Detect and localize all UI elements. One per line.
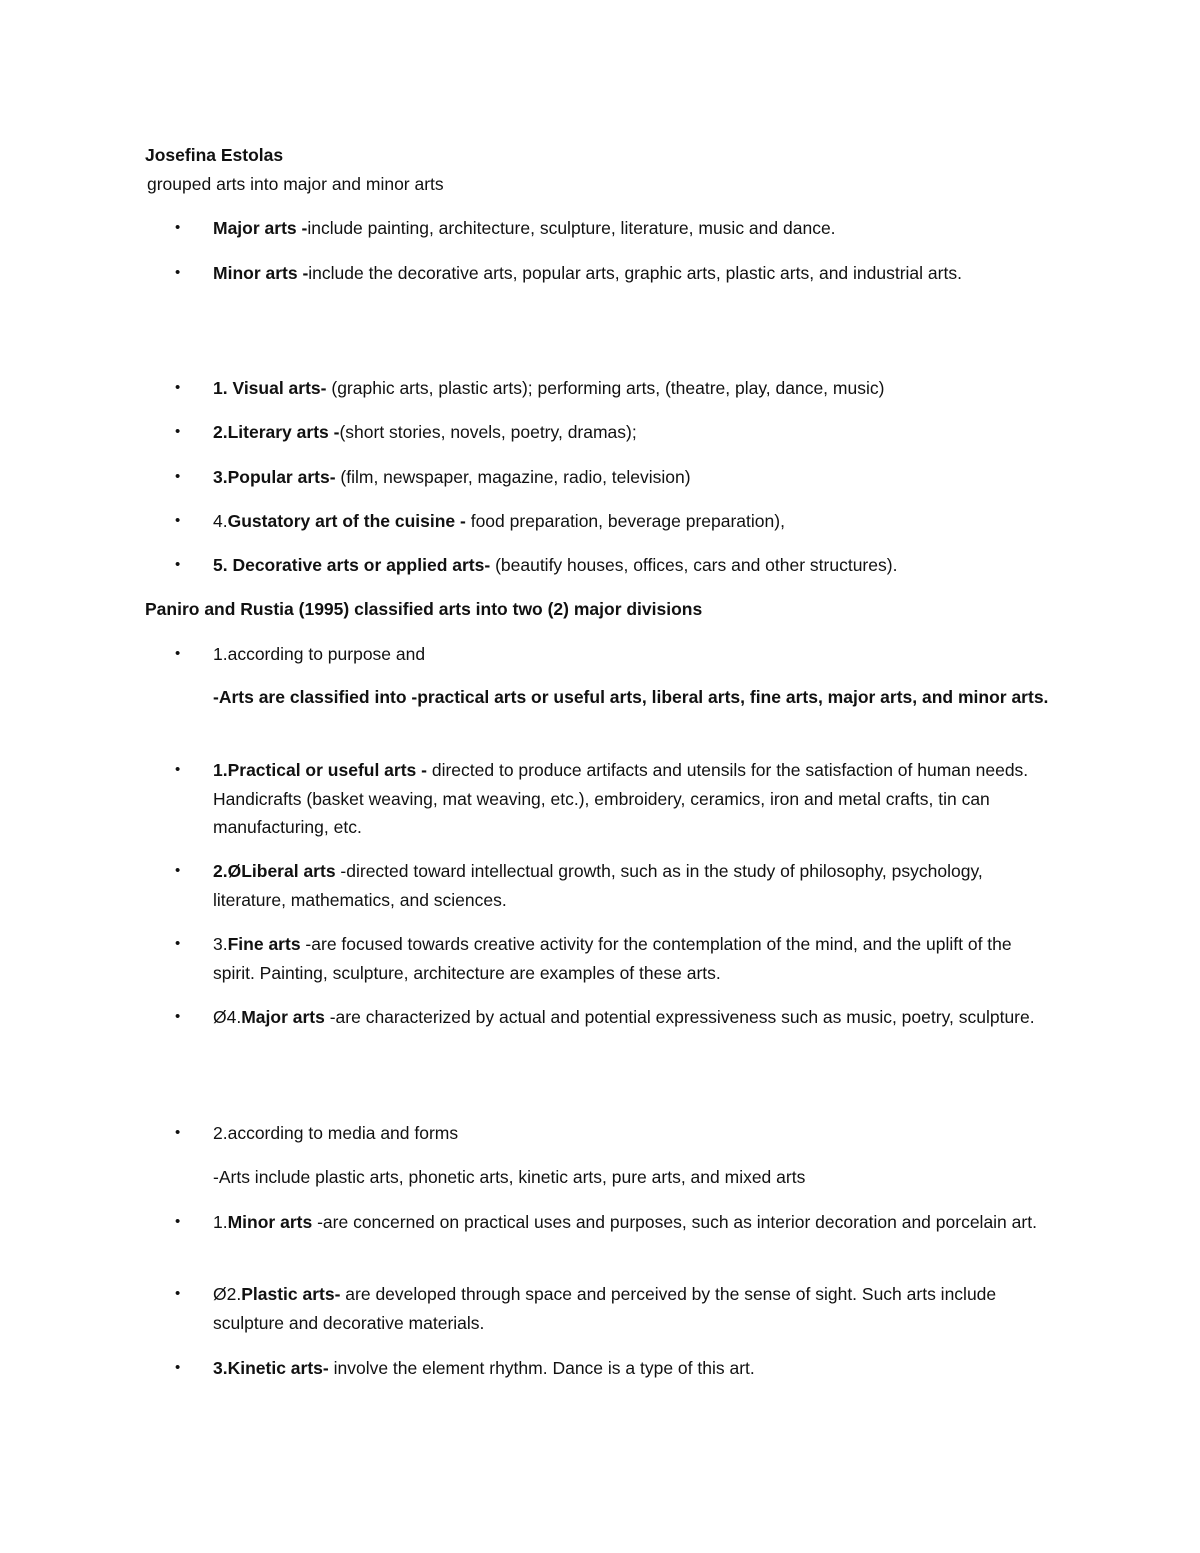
list-item xyxy=(213,1354,1053,1383)
item-text: involve the element rhythm. Dance is a type of this art. xyxy=(328,1358,755,1378)
bullet-icon: • xyxy=(175,219,181,236)
item-text: directed to produce artifacts and utensils for the satisfaction of human needs. Handicrafts (basket weaving, mat weaving, etc.), embroidery, ceramics, iron and metal crafts, tin can manufacturing, etc. xyxy=(213,760,1029,837)
bullet-icon: • xyxy=(175,264,181,281)
item-text: (graphic arts, plastic arts); performing arts, (theatre, play, dance, music) xyxy=(326,378,885,398)
bold-term: Gustatory art of the cuisine - xyxy=(227,511,466,531)
item-text: 3. xyxy=(213,934,228,954)
bullet-icon: • xyxy=(175,761,181,778)
item-text: -are concerned on practical uses and purposes, such as interior decoration and porcelain art. xyxy=(312,1212,1037,1232)
bold-term: 2.ØLiberal arts xyxy=(213,861,336,881)
item-text: (beautify houses, offices, cars and other structures). xyxy=(490,555,898,575)
bold-term: Major arts - xyxy=(213,218,308,238)
list-item xyxy=(213,1280,1053,1337)
list-item xyxy=(213,374,1053,403)
list-item xyxy=(213,857,1053,914)
item-text: -directed toward intellectual growth, such as in the study of philosophy, psychology, literature, mathematics, and sciences. xyxy=(213,861,983,910)
bullet-icon: • xyxy=(175,1124,181,1141)
bold-term: 1. Visual arts- xyxy=(213,378,327,398)
intro-text: grouped arts into major and minor arts xyxy=(147,174,444,194)
bold-term: Minor arts - xyxy=(213,263,309,283)
division-label: 1.according to purpose and xyxy=(213,644,426,664)
bold-term: Major arts xyxy=(241,1007,325,1027)
bold-term: 5. Decorative arts or applied arts- xyxy=(213,555,491,575)
bold-term: Minor arts xyxy=(227,1212,313,1232)
list-item xyxy=(213,756,1053,842)
bullet-icon: • xyxy=(175,379,181,396)
section-heading xyxy=(145,595,702,623)
bullet-icon: • xyxy=(175,645,181,662)
bold-term: Josefina Estolas xyxy=(145,145,284,165)
bold-term: 2.Literary arts - xyxy=(213,422,340,442)
bold-term: 3.Kinetic arts- xyxy=(213,1358,329,1378)
item-text: Ø2. xyxy=(213,1284,242,1304)
item-text: food preparation, beverage preparation), xyxy=(465,511,785,531)
bullet-icon: • xyxy=(175,1213,181,1230)
bullet-icon: • xyxy=(175,862,181,879)
bold-term: 1.Practical or useful arts - xyxy=(213,760,427,780)
list-item xyxy=(213,1003,1053,1032)
bullet-icon: • xyxy=(175,1359,181,1376)
item-text: Ø4. xyxy=(213,1007,242,1027)
bullet-icon: • xyxy=(175,468,181,485)
bold-term: -Arts are classified into -practical arts or useful arts, liberal arts, fine arts, major arts, and minor arts. xyxy=(213,687,1049,707)
item-text: (short stories, novels, poetry, dramas); xyxy=(339,422,637,442)
item-text: are developed through space and perceived by the sense of sight. Such arts include sculpture and decorative materials. xyxy=(213,1284,997,1333)
division-label: 2.according to media and forms xyxy=(213,1123,459,1143)
bold-term: Plastic arts- xyxy=(241,1284,341,1304)
list-item xyxy=(213,259,1053,288)
item-text: include painting, architecture, sculpture, literature, music and dance. xyxy=(307,218,836,238)
list-item xyxy=(213,418,1053,447)
bullet-icon: • xyxy=(175,512,181,529)
list-item xyxy=(213,930,1053,987)
bullet-icon: • xyxy=(175,556,181,573)
bullet-icon: • xyxy=(175,1285,181,1302)
bold-term: Fine arts xyxy=(227,934,301,954)
division-description: -Arts include plastic arts, phonetic arts, kinetic arts, pure arts, and mixed arts xyxy=(213,1167,806,1187)
item-text: -are characterized by actual and potential expressiveness such as music, poetry, sculpture. xyxy=(324,1007,1035,1027)
list-item xyxy=(213,1208,1053,1237)
item-text: (film, newspaper, magazine, radio, television) xyxy=(335,467,691,487)
list-item xyxy=(213,551,1053,580)
division-description xyxy=(213,683,1053,712)
item-text: 4. xyxy=(213,511,228,531)
list-item xyxy=(213,507,1053,536)
list-item xyxy=(213,463,1053,492)
bullet-icon: • xyxy=(175,935,181,952)
list-item xyxy=(213,214,1053,243)
item-text: 1. xyxy=(213,1212,228,1232)
bullet-icon: • xyxy=(175,1008,181,1025)
item-text: include the decorative arts, popular arts, graphic arts, plastic arts, and industrial arts. xyxy=(308,263,962,283)
author-name xyxy=(145,141,283,169)
bold-term: Paniro and Rustia (1995) classified arts into two (2) major divisions xyxy=(145,599,703,619)
bullet-icon: • xyxy=(175,423,181,440)
bold-term: 3.Popular arts- xyxy=(213,467,336,487)
item-text: -are focused towards creative activity for the contemplation of the mind, and the uplift of the spirit. Painting, sculpture, architecture are examples of these arts. xyxy=(213,934,1012,983)
